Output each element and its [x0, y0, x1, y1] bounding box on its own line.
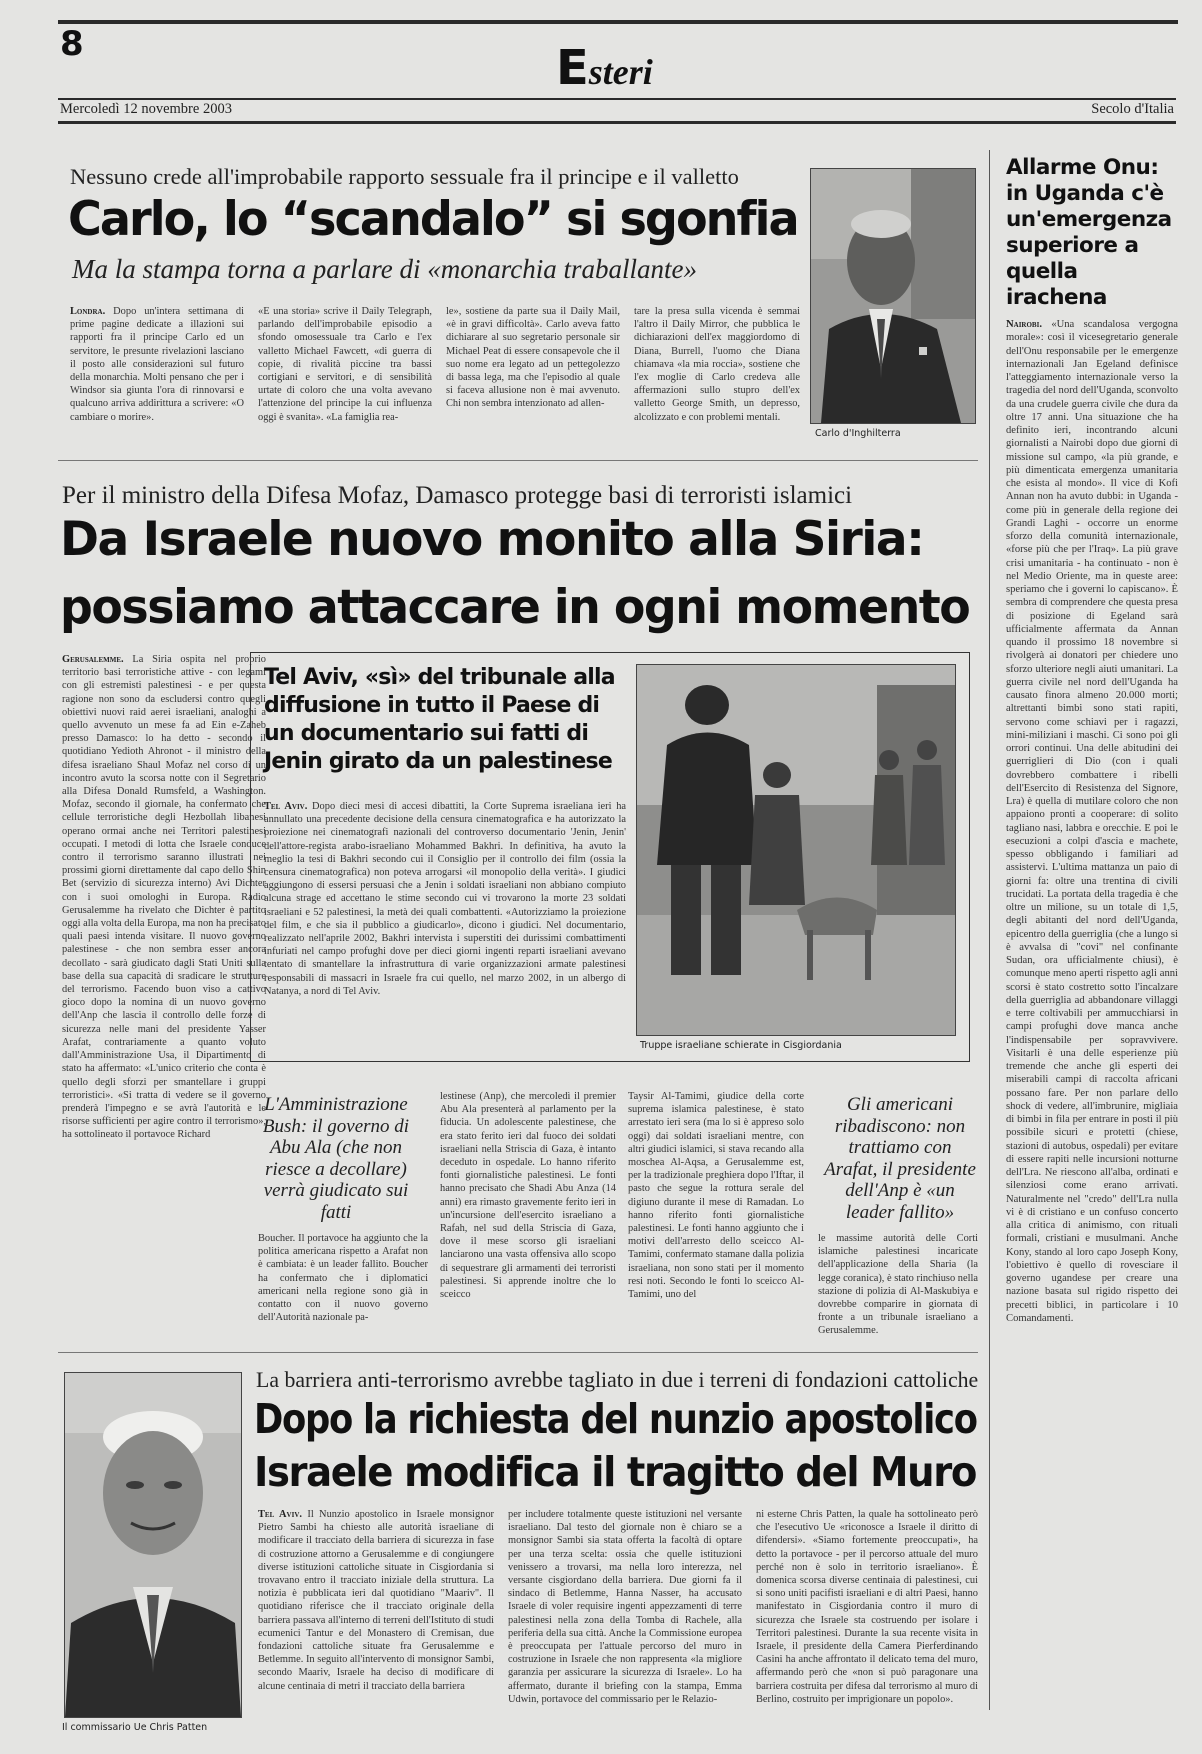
article2-mid-col-3	[628, 1090, 804, 1342]
chris-patten-portrait	[65, 1373, 241, 1717]
box-body	[264, 800, 626, 1050]
article2-body	[62, 653, 266, 1341]
box-text: Dopo dieci mesi di accesi dibattiti, la Corte Suprema israeliana ieri ha annullato una precedente decisione della censura cinematografica e ha autorizzato la proiezione nei cinematografi nazionali del controverso documentario 'Jenin, Jenin' dell'attore-regista arabo-israeliano Mohammed Bakhri. In definitiva, ha avuto la meglio la tesi di Bakhri secondo cui il Consiglio per il controllo dei film (ossia la censura cinematografica) non poteva arrogarsi «il monopolio della verità». I giudici aggiungono di essersi persuasi che a Jenin i soldati israeliani non abbiano compiuto alcuna strage ed accettano le stime secondo cui vi trovarono la morte 23 soldati israeliani e 52 palestinesi, la metà dei quali combattenti. «Autorizziamo la proiezione del film, e che sia il pubblico a giudicarlo», dicono i giudici. Nel documentario, realizzato nell'aprile 2002, Bakhri intervista i superstiti dei durissimi combattimenti infuriati nel campo profughi dove per dieci giorni ingenti reparti israeliani avevano tentato di smantellare la infrastruttura di varie organizzazioni armate palestinesi responsabili di massacri in Israele fra cui quello, nel marzo 2002, in un albergo di Natanya, a nord di Tel Aviv.	[264, 801, 626, 997]
article1-bottom-rule	[58, 460, 978, 461]
article3-headline-line2: Israele modifica il tragitto del Muro	[254, 1448, 976, 1496]
box-dateline: Tel Aviv.	[264, 801, 308, 812]
article3-col-3	[756, 1508, 978, 1732]
article2-headline-line2: possiamo attaccare in ogni momento	[60, 580, 970, 635]
article1-col-4	[634, 305, 800, 447]
article2-mid-col-4	[818, 1232, 978, 1340]
article1-col-2	[258, 305, 432, 447]
article3-dateline: Tel Aviv.	[258, 1509, 302, 1520]
article3-photo-caption: Il commissario Ue Chris Patten	[62, 1722, 208, 1733]
article3-photo	[64, 1372, 242, 1718]
article1-dateline: Londra.	[70, 306, 106, 317]
article3-col-1	[258, 1508, 494, 1732]
article2-mid-col-1	[258, 1232, 428, 1340]
article2-pullquote-1: L'Amministrazione Bush: il governo di Abu Ala (che non riesce a decollare) verrà giudicato sui fatti	[262, 1094, 410, 1223]
top-rule	[58, 20, 1178, 24]
section-title	[556, 40, 653, 96]
article1-text-3: le», sostiene da parte sua il Daily Mail, «è in gravi difficoltà». Carlo aveva fatto dichiarare al suo segretario personale sir Michael Peat di essere consapevole che il suo nome era legato ad un pettegolezzo di bassa lega, ma che l'episodio al quale si faceva allusione non è mai avvenuto. Chi non sembra intenzionato ad allen-	[446, 306, 620, 410]
article3-text-2: per includere totalmente queste istituzioni nel versante israeliano. Dal testo del giornale non è chiaro se a monsignor Sambi sia stata offerta la facoltà di optare per una terza scelta: ossia che quelle istituzioni venissero a trovarsi, ma nella loro interezza, nel versante cisgiordano della barriera. Due giorni fa il sindaco di Betlemme, Hanna Nasser, ha accusato Israele di voler requisire ingenti appezzamenti di terre palestinesi nella zona della Tomba di Rachele, alla periferia della sua città. Anche la Commissione europea è preoccupata per l'attuale percorso del muro in costruzione in Israele che non rappresenta «la migliore garanzia per assicurare la sicurezza di Israele». Lo ha affermato, durante il briefing con la stampa, Emma Udwin, portavoce del commissario per le Relazio-	[508, 1509, 742, 1705]
article3-text-3: ni esterne Chris Patten, la quale ha sottolineato però che l'esecutivo Ue «riconosce a Israele il diritto di difendersi». «Siamo fortemente preoccupati», ha detto la portavoce - per il percorso attuale del muro perché non è solo in territorio israeliano». È domenica scorsa diverse centinaia di palestinesi, cui si sono uniti pacifisti israeliani e di altri Paesi, hanno manifestato in Cisgiordania contro il muro di sicurezza che Israele sta costruendo per isolare i Territori palestinesi. Durante la sua recente visita in Israele, il presidente della Camera Pierferdinando Casini ha anche affrontato il delicato tema del muro, affermando però che «non si può paragonare una barriera costruita per difesa dal terrorismo al muro di Berlino, costruito per imprigionare un popolo».	[756, 1509, 978, 1705]
masthead-rule-bottom	[58, 121, 1176, 124]
paper-name: Secolo d'Italia	[1091, 101, 1174, 117]
box-headline: Tel Aviv, «sì» del tribunale alla diffusione in tutto il Paese di un documentario sui fatti di Jenin girato da un palestinese	[264, 665, 615, 774]
article1-text-2: «E una storia» scrive il Daily Telegraph, parlando dell'improbabile episodio a sfondo omosessuale tra Carlo e l'ex valletto Michael Fawcett, «di guerra di copie, di rivalità piccine tra bassi cortigiani e servitori, e di sensibilità urtate di coloro che una volta avevano l'attenzione del principe la cui influenza oggi è svanita». «La famiglia rea-	[258, 306, 432, 423]
article1-text-4: tare la presa sulla vicenda è semmai l'altro il Daily Mirror, che pubblica le dichiarazioni dell'ex maggiordomo di Diana, Burrell, l'uomo che Diana chiamava «la mia roccia», sostiene che l'ex moglie di Carlo credeva alle affermazioni sullo stupro dell'ex valletto George Smith, un depresso, alcolizzato e con problemi mentali.	[634, 306, 800, 423]
article2-text: La Siria ospita nel proprio territorio basi terroristiche attive - con legami con gli estremisti palestinesi - e per questa ragione non sono da escludersi contro quegli obiettivi nuovi raid aerei israeliani, analoghi a quello avvenuto un mese fa ad Ein e-Zaheb presso Damasco: lo ha detto - secondo il quotidiano Yedioth Ahronot - il ministro della difesa israeliano Shaul Mofaz nel corso di un incontro avuto la scorsa notte con il Segretario alla Difesa Donald Rumsfeld, a Washington. Mofaz, secondo il giornale, ha confermato che cellule terroristiche degli Hezbollah libanesi operano ormai anche nei Territori palestinesi occupati. I metodi di lotta che Israele conduce contro il terrorismo saranno illustrati nei prossimi giorni direttamente dal capo dello Shin Bet (servizio di sicurezza interno) Avi Dichter con i suoi omologhi in Europa. Radio Gerusalemme ha rivelato che Dichter è partito oggi alla volta della Europa, ma non ha precisato quali paesi intenda visitare. Il nuovo governo palestinese - che non sembra esser ancora decollato - sarà giudicato dagli Stati Uniti sulla base della sua capacità di sradicare le strutture del terrorismo. Facendo buon viso a cattivo gioco dopo la nomina di un nuovo governo dell'Anp che lascia il controllo delle forze di sicurezza nelle mani del presidente Yasser Arafat, contrariamente a quanto voluto dall'Amministrazione Usa, il Dipartimento di stato ha affermato: «L'unico criterio che conta è quello degli sforzi per smantellare i gruppi terroristici». «Si tratta di vedere se il governo prenderà l'impegno e se avrà l'autorità e le risorse sufficienti per agire contro il terrorismo», ha sottolineato il portavoce Richard	[62, 654, 266, 1141]
article3-text-1: Il Nunzio apostolico in Israele monsignor Pietro Sambi ha chiesto alle autorità israeliane di modificare il tracciato della barriera di sicurezza in fase di costruzione attorno a Gerusalemme e di congiungere diverse istituzioni cattoliche situate in Cisgiordania si trovavano entro il tracciato iniziale della struttura. La notizia è pubblicata ieri dal quotidiano "Maariv". Il quotidiano riferisce che il tracciato originale della barriera passava all'interno di terreni dell'Istituto di studi ecumenici Tantur e del Monastero di Cremisan, due fondazioni cattoliche situate fra Gerusalemme e Betlemme. In seguito all'intervento di monsignor Sambi, secondo Maariv, Israele ha deciso di modificare di alcune centinaia di metri il tracciato della barriera	[258, 1509, 494, 1692]
article1-photo-caption: Carlo d'Inghilterra	[815, 428, 901, 439]
article2-pullquote-2: Gli americani ribadiscono: non trattiamo con Arafat, il presidente dell'Anp è «un leader fallito»	[824, 1094, 976, 1223]
sidebar-text: «Una scandalosa vergogna morale»: così il vicesegretario generale dell'Onu responsabile per le emergenze internazionali Jan Egeland definisce l'atteggiamento internazionale verso la tragedia del nord dell'Uganda, sconvolto da una crudele guerra civile che dura da oltre 17 anni. Una situazione che ha definito ieri, incontrando alcuni giornalisti a Nairobi dopo due giorni di missione sul campo, «la più grande, e più dimenticata emergenza umanitaria che esista al mondo». Il vice di Kofi Annan non ha avuto dubbi: in Uganda - come più in generale della regione dei Grandi Laghi - occorre un enorme sforzo della comunità internazionale, «forse più che per l'Iraq». La più grave crisi umanitaria - ha continuato - non è nel Medio Oriente, ma in queste aree: speriamo che i governi lo capiscano». È sembra di comprendere che questa presa di posizione di Egeland sarà ufficialmente affermata da Annan quando il prossimo 18 novembre si rivolgerà ai donatori per chiedere uno sforzo ulteriore negli aiuti umanitari. La guerra civile nel nord dell'Uganda ha causato finora almeno 20.000 morti; altrettanti bimbi sono stati rapiti, servono come schiavi per i ragazzi, mini-miliziani i maschi. Ci sono poi gli orrori continui. Una delle abitudini dei guerriglieri di Dio (con i quali dovrebbero combattere i ribelli dell'Esercito di Resistenza del Signore, Lra) è quella di mutilare coloro che non appaiono pronti a cooperare: di solito tagliano nasi, labbra e orecchie. E poi le esecuzioni a colpi d'ascia e machete, spesso obbligando i familiari ad assistervi. L'ultima mattanza un paio di giorni fa: oltre una trentina di civili trucidati. La portata della tragedia è che oltre un milione, su un totale di 1,5, degli abitanti del nord dell'Uganda, epicentro della guerriglia (che a lungo si è avvalsa di "covi" nel confinante Sudan, ora ufficialmente chiusi), è comunque meno aperti rispetto agli anni scorsi è stato costretto sotto l'incalzare della guerriglia ad abbandonare villaggi e terre coltivabili per ammucchiarsi in campi profughi dove manca anche l'indispensabile per sopravvivere. Visitarli è una delle esperienze più tremende che anche gli esperti dei miserabili campi di raccolta africani possano fare. Per non parlare dello shock di vedere, all'imbrunire, migliaia di bimbi in fila per entrare in posti il più possibile sicuri e protetti (chiese, stazioni di autobus, ospedali) per evitare di essere rapiti nelle incursioni notturne dell'Lra. Ne riescono all'alba, ordinati e silenziosi come erano arrivati. Naturalmente nel "credo" dell'Lra nulla vi è di cristiano e un confuso concerto alla critica di animismo, con rituali formali, cristiani e musulmani. Anche Kony, stando al loro capo Joseph Kony, l'obiettivo è quello di rovesciare il governo ugandese per creare una nazione basata sul rigido rispetto dei precetti biblici, in particolare i 10 Comandamenti.	[1006, 319, 1178, 1324]
section-name: steri	[588, 52, 653, 92]
israeli-soldiers-photo	[637, 665, 955, 1035]
prince-charles-portrait	[811, 169, 975, 423]
article2-mid-text-4: le massime autorità delle Corti islamiche palestinesi incaricate dell'applicazione della Sharia (la legge coranica), è stato rinchiuso nella stazione di polizia di Al-Maskubiya e dovrebbe comparire in giornata di fronte a un tribunale israeliano a Gerusalemme.	[818, 1233, 978, 1337]
article2-mid-col-2	[440, 1090, 616, 1342]
article2-dateline: Gerusalemme.	[62, 654, 124, 665]
sidebar-divider	[989, 150, 990, 1710]
masthead-rule	[58, 98, 1176, 100]
article2-mid-text-3: Taysir Al-Tamimi, giudice della corte suprema islamica palestinese, è stato arrestato ieri sera (ma lo si è appreso solo oggi) dai soldati israeliani mentre, con altri giudici islamici, si stava recando alla moschea Al-Aqsa, a Gerusalemme est, per la tradizionale preghiera dopo l'Iftar, il pasto che segue la rottura serale del digiuno durante il mese di Ramadan. Lo hanno riferito fonti giornalistiche palestinesi. Le fonti hanno aggiunto che i motivi dell'arresto dello sceicco Al-Tamimi, confermato stamane dalla polizia israeliana, non sono stati per il momento resi noti. Secondo le fonti lo sceicco Al-Tamimi, uno del	[628, 1091, 804, 1301]
article1-col-1	[70, 305, 244, 447]
issue-date: Mercoledì 12 novembre 2003	[60, 101, 232, 117]
article1-col-3	[446, 305, 620, 447]
article1-text-1: Dopo un'intera settimana di prime pagine dedicate a illazioni sui rapporti fra il principe Carlo ed un servitore, le presunte rivelazioni lasciano il posto alle considerazioni sul futuro della monarchia. Molti pensano che per i Windsor sia giunta l'ora di rinnovarsi e qualcuno arriva addirittura a scrivere: «O cambiare o morire».	[70, 306, 244, 423]
article1-headline: Carlo, lo “scandalo” si sgonfia	[68, 192, 798, 247]
page-number: 8	[60, 24, 84, 64]
sidebar-body	[1006, 318, 1178, 1706]
article1-photo	[810, 168, 976, 424]
article2-mid-text-1: Boucher. Il portavoce ha aggiunto che la politica americana rispetto a Arafat non è cambiata: è un leader fallito. Boucher ha confermato che i diplomatici americani nella regione sono già in contatto con il nuovo governo dell'Autorità nazionale pa-	[258, 1233, 428, 1324]
article3-headline-line1: Dopo la richiesta del nunzio apostolico	[254, 1395, 977, 1443]
article3-col-2	[508, 1508, 742, 1732]
article2-bottom-rule	[58, 1352, 978, 1353]
article2-mid-text-2: lestinese (Anp), che mercoledì il premier Abu Ala presenterà al parlamento per la fiducia. Un adolescente palestinese, che era stato ferito ieri dal fuoco dei soldati israeliani nella Striscia di Gaza, è intanto deceduto in ospedale. Lo hanno riferito fonti giornalistiche palestinesi. Le fonti hanno precisato che Shadi Abu Anza (14 anni) era rimasto gravemente ferito ieri in un'incursione dell'esercito israeliano a Rafah, nel sud della Striscia di Gaza, dove il mese scorso gli israeliani lanciarono una vasta offensiva allo scopo di sequestrare gli armamenti dei terroristi palestinesi. Si apprende inoltre che lo sceicco	[440, 1091, 616, 1301]
box-photo-caption: Truppe israeliane schierate in Cisgiordania	[640, 1040, 842, 1051]
article2-headline-line1: Da Israele nuovo monito alla Siria:	[60, 512, 924, 567]
box-photo	[636, 664, 956, 1036]
article1-deck: Ma la stampa torna a parlare di «monarchia traballante»	[72, 254, 697, 284]
article2-kicker: Per il ministro della Difesa Mofaz, Damasco protegge basi di terroristi islamici	[62, 482, 853, 509]
sidebar-dateline: Nairobi.	[1006, 319, 1042, 330]
article3-kicker: La barriera anti-terrorismo avrebbe tagliato in due i terreni di fondazioni cattoliche	[256, 1367, 979, 1392]
section-initial: E	[556, 40, 589, 96]
sidebar-headline: Allarme Onu: in Uganda c'è un'emergenza superiore a quella irachena	[1006, 155, 1172, 310]
article1-kicker: Nessuno crede all'improbabile rapporto sessuale fra il principe e il valletto	[70, 164, 739, 189]
